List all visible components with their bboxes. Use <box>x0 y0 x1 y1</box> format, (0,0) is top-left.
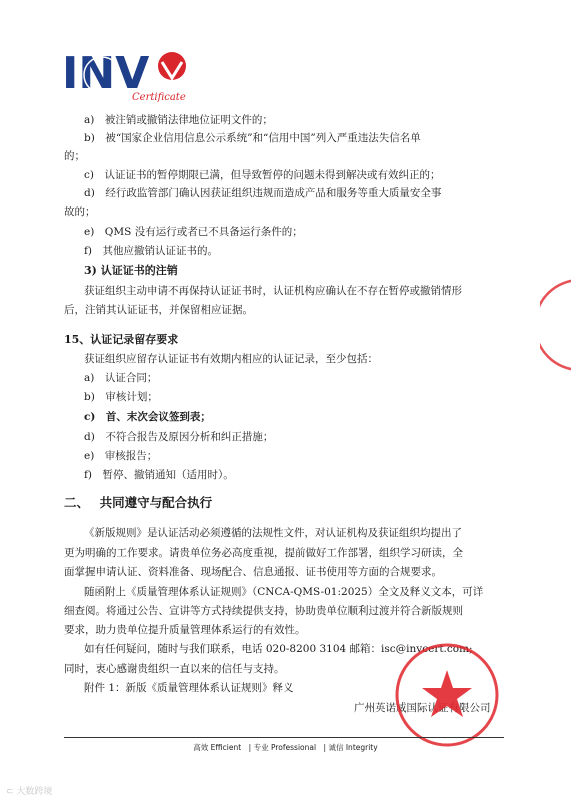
list-item: b) 审核计划； <box>84 391 158 403</box>
company-signature: 广州英诺威国际认证有限公司 <box>354 702 491 714</box>
text-line: 获证组织应留存认证证书有效期内相应的认证记录，至少包括： <box>84 353 378 365</box>
footer-slogan: 高效 Efficient | 专业 Professional | 诚信 Integrity <box>193 743 378 752</box>
text-line: 附件 1：新版《质量管理体系认证规则》释义 <box>84 682 294 694</box>
text-line: d) 经行政监管部门确认因获证组织违规而造成产品和服务等重大质量安全事 <box>84 187 442 199</box>
text-line: 后，注销其认证证书，并保留相应证据。 <box>64 304 253 316</box>
list-item: f) 暂停、撤销通知（适用时）。 <box>84 469 234 481</box>
text-line: 面掌握申请认证、资料准备、现场配合、信息通报、证书使用等方面的合规要求。 <box>64 566 442 578</box>
text-line: 细查阅。将通过公告、宣讲等方式持续提供支持，协助贵单位顺利过渡并符合新版规则 <box>64 605 463 617</box>
text-line: 获证组织主动申请不再保持认证证书时，认证机构应确认在不存在暂停或撤销情形 <box>84 285 462 297</box>
partial-seal-icon <box>540 275 571 375</box>
text-line: f) 其他应撤销认证证书的。 <box>84 245 218 257</box>
text-line: 更为明确的工作要求。请贵单位务必高度重视，提前做好工作部署，组织学习研读，全 <box>64 547 463 559</box>
text-line: 随函附上《质量管理体系认证规则》（CNCA-QMS-01:2025）全文及释义文本，可详 <box>84 586 484 598</box>
text-line: 如有任何疑问，随时与我们联系，电话 020-8200 3104 邮箱：isc@invcert.com; <box>84 643 473 655</box>
section-heading: 3) 认证证书的注销 <box>84 264 178 277</box>
text-line: a) 被注销或撤销法律地位证明文件的； <box>84 114 273 126</box>
logo-letters: INV <box>62 48 150 99</box>
chapter-heading: 二、 共同遵守与配合执行 <box>64 495 213 510</box>
text-line: c) 认证证书的暂停期限已满，但导致暂停的问题未得到解决或有效纠正的； <box>84 169 441 181</box>
list-item: a) 认证合同； <box>84 372 158 384</box>
text-line: 同时，衷心感谢贵组织一直以来的信任与支持。 <box>64 663 285 675</box>
text-line: b) 被“国家企业信用信息公示系统”和“信用中国”列入严重违法失信名单 <box>84 132 421 144</box>
text-line: 故的； <box>64 206 96 218</box>
list-item: e) 审核报告； <box>84 450 158 462</box>
text-line: 的； <box>64 150 85 162</box>
logo-script: Certificate <box>132 92 186 103</box>
text-line: 要求，助力贵单位提升质量管理体系运行的有效性。 <box>64 624 306 636</box>
company-logo <box>62 48 192 104</box>
list-item: c) 首、末次会议签到表； <box>84 411 211 423</box>
list-item: d) 不符合报告及原因分析和纠正措施； <box>84 431 274 443</box>
section-heading: 15、认证记录留存要求 <box>64 333 179 346</box>
text-line: e) QMS 没有运行或者已不具备运行条件的； <box>84 226 303 238</box>
footer-divider <box>64 737 504 738</box>
watermark: ⊂ 大数跨境 <box>6 787 53 797</box>
text-line: 《新版规则》是认证活动必须遵循的法规性文件，对认证机构及获证组织均提出了 <box>84 527 462 539</box>
company-seal-icon <box>392 640 502 750</box>
